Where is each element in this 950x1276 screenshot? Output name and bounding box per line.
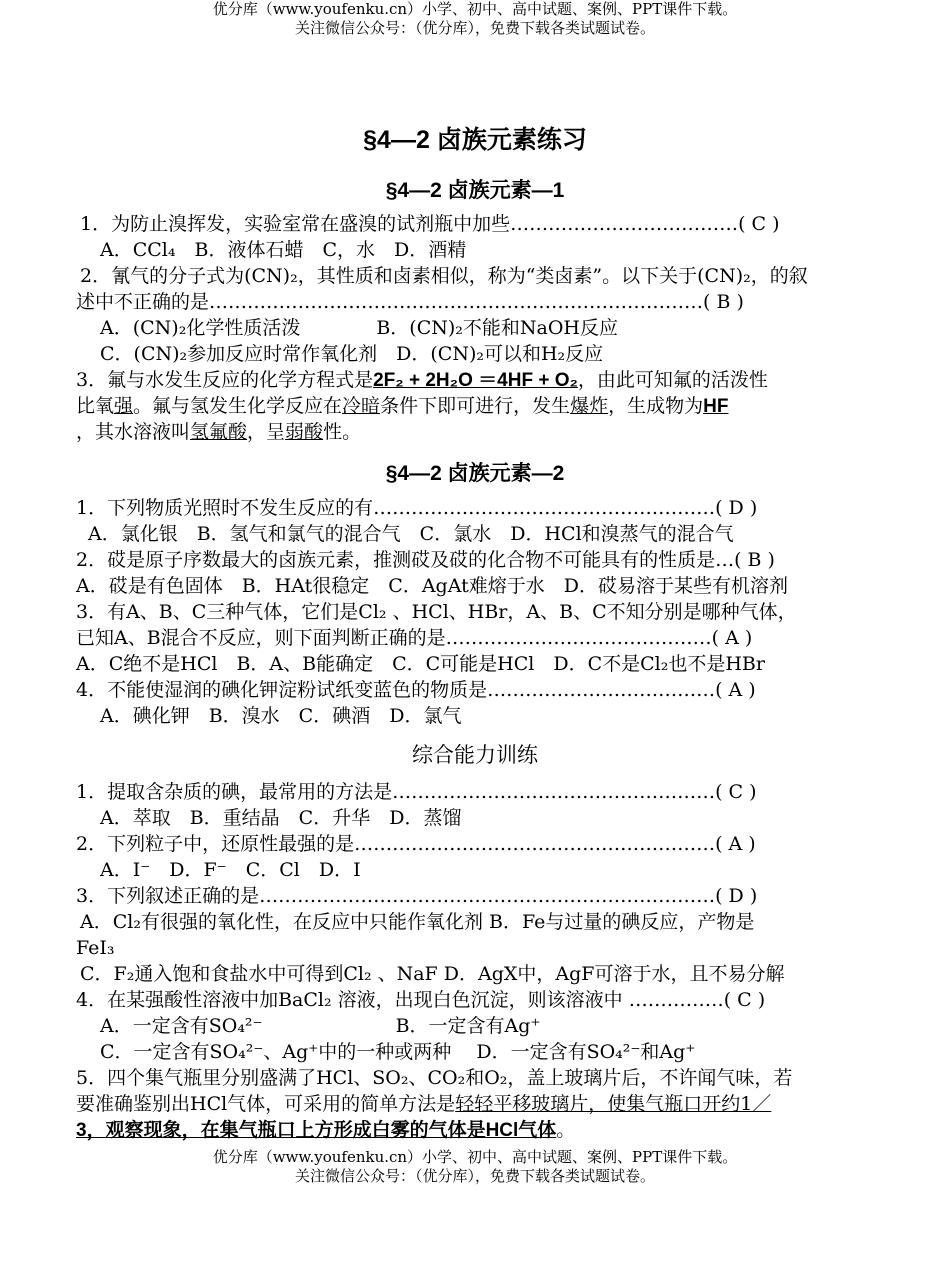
section-1-heading: §4—2 卤族元素—1 xyxy=(385,179,565,202)
s3-question-3-option-c: C．F₂通入饱和食盐水中可得到Cl₂ 、NaF D．AgX中，AgF可溶于水，且不易分解 xyxy=(80,963,785,985)
s2-question-1: 1．下列物质光照时不发生反应的有………………………………………………( D ) xyxy=(76,497,758,519)
s2-question-1-options: A．氯化银 B．氢气和氯气的混合气 C．氯水 D．HCl和溴蒸气的混合气 xyxy=(88,523,734,545)
s1-question-3-line-3 xyxy=(76,420,361,444)
footer-line-2: 关注微信公众号：（优分库），免费下载各类试题试卷。 xyxy=(294,1167,655,1185)
s1-question-3-line-2 xyxy=(76,394,728,419)
s2-question-3-line-2: 已知A、B混合不反应，则下面判断正确的是……………………………………( A ) xyxy=(76,627,753,649)
q5-answer-part-2: 3，观察现象，在集气瓶口上方形成白雾的气体是HCl气体 xyxy=(76,1120,557,1141)
s3-question-5-line-3 xyxy=(76,1118,575,1143)
s1-question-3-line-1 xyxy=(76,368,768,393)
header-line-1: 优分库（www.youfenku.cn）小学、初中、高中试题、案例、PPT课件下载。 xyxy=(212,0,738,18)
s1-question-2-line-1: 2．氰气的分子式为(CN)₂，其性质和卤素相似，称为“类卤素”。以下关于(CN)₂，的叙 xyxy=(80,265,808,287)
header-line-2: 关注微信公众号：（优分库），免费下载各类试题试卷。 xyxy=(294,19,655,37)
s3-question-1-options: A．萃取 B．重结晶 C．升华 D．蒸馏 xyxy=(100,807,462,829)
s3-question-1: 1．提取含杂质的碘，最常用的方法是……………………………………………( C ) xyxy=(76,781,757,803)
q3-text: 3．氟与水发生反应的化学方程式是 xyxy=(76,369,374,391)
s1-question-2-options-cd: C．(CN)₂参加反应时常作氧化剂 D．(CN)₂可以和H₂反应 xyxy=(100,343,604,365)
q3-text: ，呈 xyxy=(247,421,286,443)
s2-question-2-options: A．砹是有色固体 B．HAt很稳定 C．AgAt难熔于水 D．砹易溶于某些有机溶剂 xyxy=(76,575,788,597)
q5-text-end: 。 xyxy=(556,1119,576,1141)
q3-text: 性。 xyxy=(323,421,362,443)
q3-equation-answer: 2F₂ + 2H₂O ＝4HF + O₂ xyxy=(373,370,578,391)
s3-question-5-line-2 xyxy=(76,1092,771,1116)
q3-answer-hydrofluoric-acid: 氢氟酸 xyxy=(190,421,248,443)
q3-answer-weak-acid: 弱酸 xyxy=(285,421,324,443)
q5-text: 要准确鉴别出HCl气体，可采用的简单方法是 xyxy=(76,1093,456,1115)
q5-answer-part-1: 轻轻平移玻璃片，使集气瓶口开约1／ xyxy=(455,1093,772,1115)
s1-question-1: 1．为防止溴挥发，实验室常在盛溴的试剂瓶中加些………………………………( C ) xyxy=(80,213,780,235)
s3-question-2: 2．下列粒子中，还原性最强的是…………………………………………………( A ) xyxy=(76,833,756,855)
page-footer xyxy=(0,1148,950,1186)
s2-question-2: 2．砹是原子序数最大的卤族元素，推测砹及砹的化合物不可能具有的性质是…( B ) xyxy=(76,549,775,571)
q3-answer-strong: 强 xyxy=(114,395,134,417)
s3-question-4-options-cd: C．一定含有SO₄²⁻、Ag⁺中的一种或两种 D．一定含有SO₄²⁻和Ag⁺ xyxy=(100,1041,696,1063)
page-header xyxy=(0,0,950,38)
q3-text: 条件下即可进行，发生 xyxy=(380,395,571,417)
s2-question-4: 4．不能使湿润的碘化钾淀粉试纸变蓝色的物质是………………………………( A ) xyxy=(76,679,756,701)
s3-question-2-options: A．I⁻ D．F⁻ C．Cl D．I xyxy=(100,859,361,881)
section-3-heading: 综合能力训练 xyxy=(412,743,538,767)
s3-question-4: 4．在某强酸性溶液中加BaCl₂ 溶液，出现白色沉淀，则该溶液中 ……………( C ) xyxy=(76,989,766,1011)
footer-line-1: 优分库（www.youfenku.cn）小学、初中、高中试题、案例、PPT课件下载。 xyxy=(212,1148,738,1166)
s3-question-4-options-ab: A．一定含有SO₄²⁻ B．一定含有Ag⁺ xyxy=(100,1015,541,1037)
s2-question-3-line-1: 3．有A、B、C三种气体，它们是Cl₂ 、HCl、HBr，A、B、C不知分别是哪种气体， xyxy=(76,601,797,623)
s2-question-4-options: A．碘化钾 B．溴水 C．碘酒 D．氯气 xyxy=(100,705,462,727)
s3-question-3: 3．下列叙述正确的是………………………………………………………………( D ) xyxy=(76,885,758,907)
q3-text: 比氧 xyxy=(76,395,115,417)
q3-text-post: ，由此可知氟的活泼性 xyxy=(577,369,768,391)
q3-text: ，其水溶液叫 xyxy=(76,421,191,443)
q3-text: 。氟与氢发生化学反应在 xyxy=(133,395,343,417)
s3-question-3-option-a: A．Cl₂有很强的氧化性，在反应中只能作氧化剂 B．Fe与过量的碘反应，产物是 xyxy=(80,911,755,933)
s2-question-3-options: A．C绝不是HCl B．A、B能确定 C．C可能是HCl D．C不是Cl₂也不是HBr xyxy=(76,653,765,675)
page-title: §4—2 卤族元素练习 xyxy=(363,126,587,154)
q3-answer-explosion: 爆炸 xyxy=(570,395,609,417)
s1-question-2-line-2: 述中不正确的是……………………………………………………………………( B ) xyxy=(76,291,744,313)
s1-question-1-options: A．CCl₄ B．液体石蜡 C，水 D．酒精 xyxy=(100,239,467,261)
q3-answer-hf: HF xyxy=(703,396,729,417)
s3-question-3-option-a-cont: FeI₃ xyxy=(76,937,115,959)
q3-answer-cold-dark: 冷暗 xyxy=(342,395,381,417)
q3-text: ，生成物为 xyxy=(608,395,704,417)
s1-question-2-options-ab: A．(CN)₂化学性质活泼 B．(CN)₂不能和NaOH反应 xyxy=(100,317,618,339)
section-2-heading: §4—2 卤族元素—2 xyxy=(385,462,565,485)
s3-question-5-line-1: 5．四个集气瓶里分别盛满了HCl、SO₂、CO₂和O₂，盖上玻璃片后，不许闻气味，若 xyxy=(76,1067,793,1089)
